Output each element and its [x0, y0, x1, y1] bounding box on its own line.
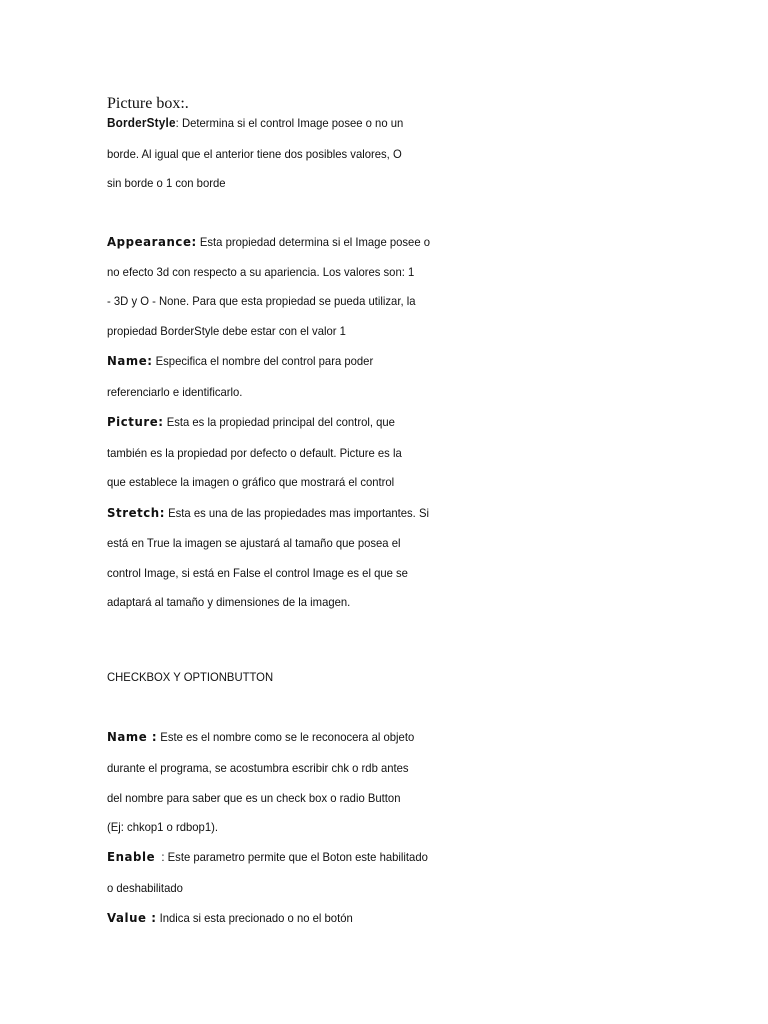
picture-term: Picture:	[107, 414, 164, 429]
name-term: Name:	[107, 353, 153, 368]
name-line-1	[107, 353, 373, 369]
cb-name-text-1: Este es el nombre como se le reconocera al objeto	[157, 730, 415, 744]
picture-text-1: Esta es la propiedad principal del control, que	[163, 415, 395, 429]
appearance-text-2: no efecto 3d con respecto a su apariencia. Los valores son: 1	[107, 265, 415, 279]
borderstyle-text-3: sin borde o 1 con borde	[107, 176, 226, 190]
picture-line-1	[107, 414, 395, 430]
stretch-term: Stretch:	[107, 505, 166, 520]
page-title: Picture box:.	[107, 95, 189, 112]
cb-name-text-2: durante el programa, se acostumbra escribir chk o rdb antes	[107, 761, 409, 775]
stretch-text-4: adaptará al tamaño y dimensiones de la imagen.	[107, 595, 351, 609]
enable-line-1	[107, 849, 428, 865]
stretch-text-3: control Image, si está en False el control Image es el que se	[107, 566, 408, 580]
enable-text-2: o deshabilitado	[107, 881, 183, 895]
name-text-2: referenciarlo e identificarlo.	[107, 385, 243, 399]
name-text-1: Especifica el nombre del control para poder	[152, 354, 374, 368]
cb-name-term: Name :	[107, 729, 158, 744]
value-term: Value :	[107, 910, 157, 925]
stretch-text-2: está en True la imagen se ajustará al tamaño que posea el	[107, 536, 401, 550]
enable-text-1: : Este parametro permite que el Boton este habilitado	[155, 850, 428, 864]
borderstyle-separator: :	[175, 116, 182, 130]
picture-text-2: también es la propiedad por defecto o default. Picture es la	[107, 446, 402, 460]
cb-name-text-4: (Ej: chkop1 o rdbop1).	[107, 820, 218, 834]
appearance-text-4: propiedad BorderStyle debe estar con el valor 1	[107, 324, 346, 338]
value-line-1	[107, 910, 353, 926]
cb-name-line-1	[107, 729, 414, 745]
cb-name-text-3: del nombre para saber que es un check box o radio Button	[107, 791, 401, 805]
borderstyle-text-2: borde. Al igual que el anterior tiene dos posibles valores, O	[107, 147, 402, 161]
appearance-line-1	[107, 234, 430, 250]
appearance-term: Appearance:	[107, 234, 197, 249]
stretch-text-1: Esta es una de las propiedades mas importantes. Si	[165, 506, 429, 520]
appearance-text-3: - 3D y O - None. Para que esta propiedad se pueda utilizar, la	[107, 294, 416, 308]
enable-term: Enable	[107, 849, 156, 864]
borderstyle-text-1: Determina si el control Image posee o no un	[181, 116, 404, 130]
section-heading: CHECKBOX Y OPTIONBUTTON	[107, 670, 274, 684]
picture-text-3: que establece la imagen o gráfico que mostrará el control	[107, 475, 395, 489]
appearance-text-1: Esta propiedad determina si el Image posee o	[196, 235, 431, 249]
stretch-line-1	[107, 505, 429, 521]
borderstyle-term: BorderStyle	[107, 116, 176, 130]
value-text-1: Indica si esta precionado o no el botón	[156, 911, 353, 925]
borderstyle-line-1	[107, 115, 403, 131]
